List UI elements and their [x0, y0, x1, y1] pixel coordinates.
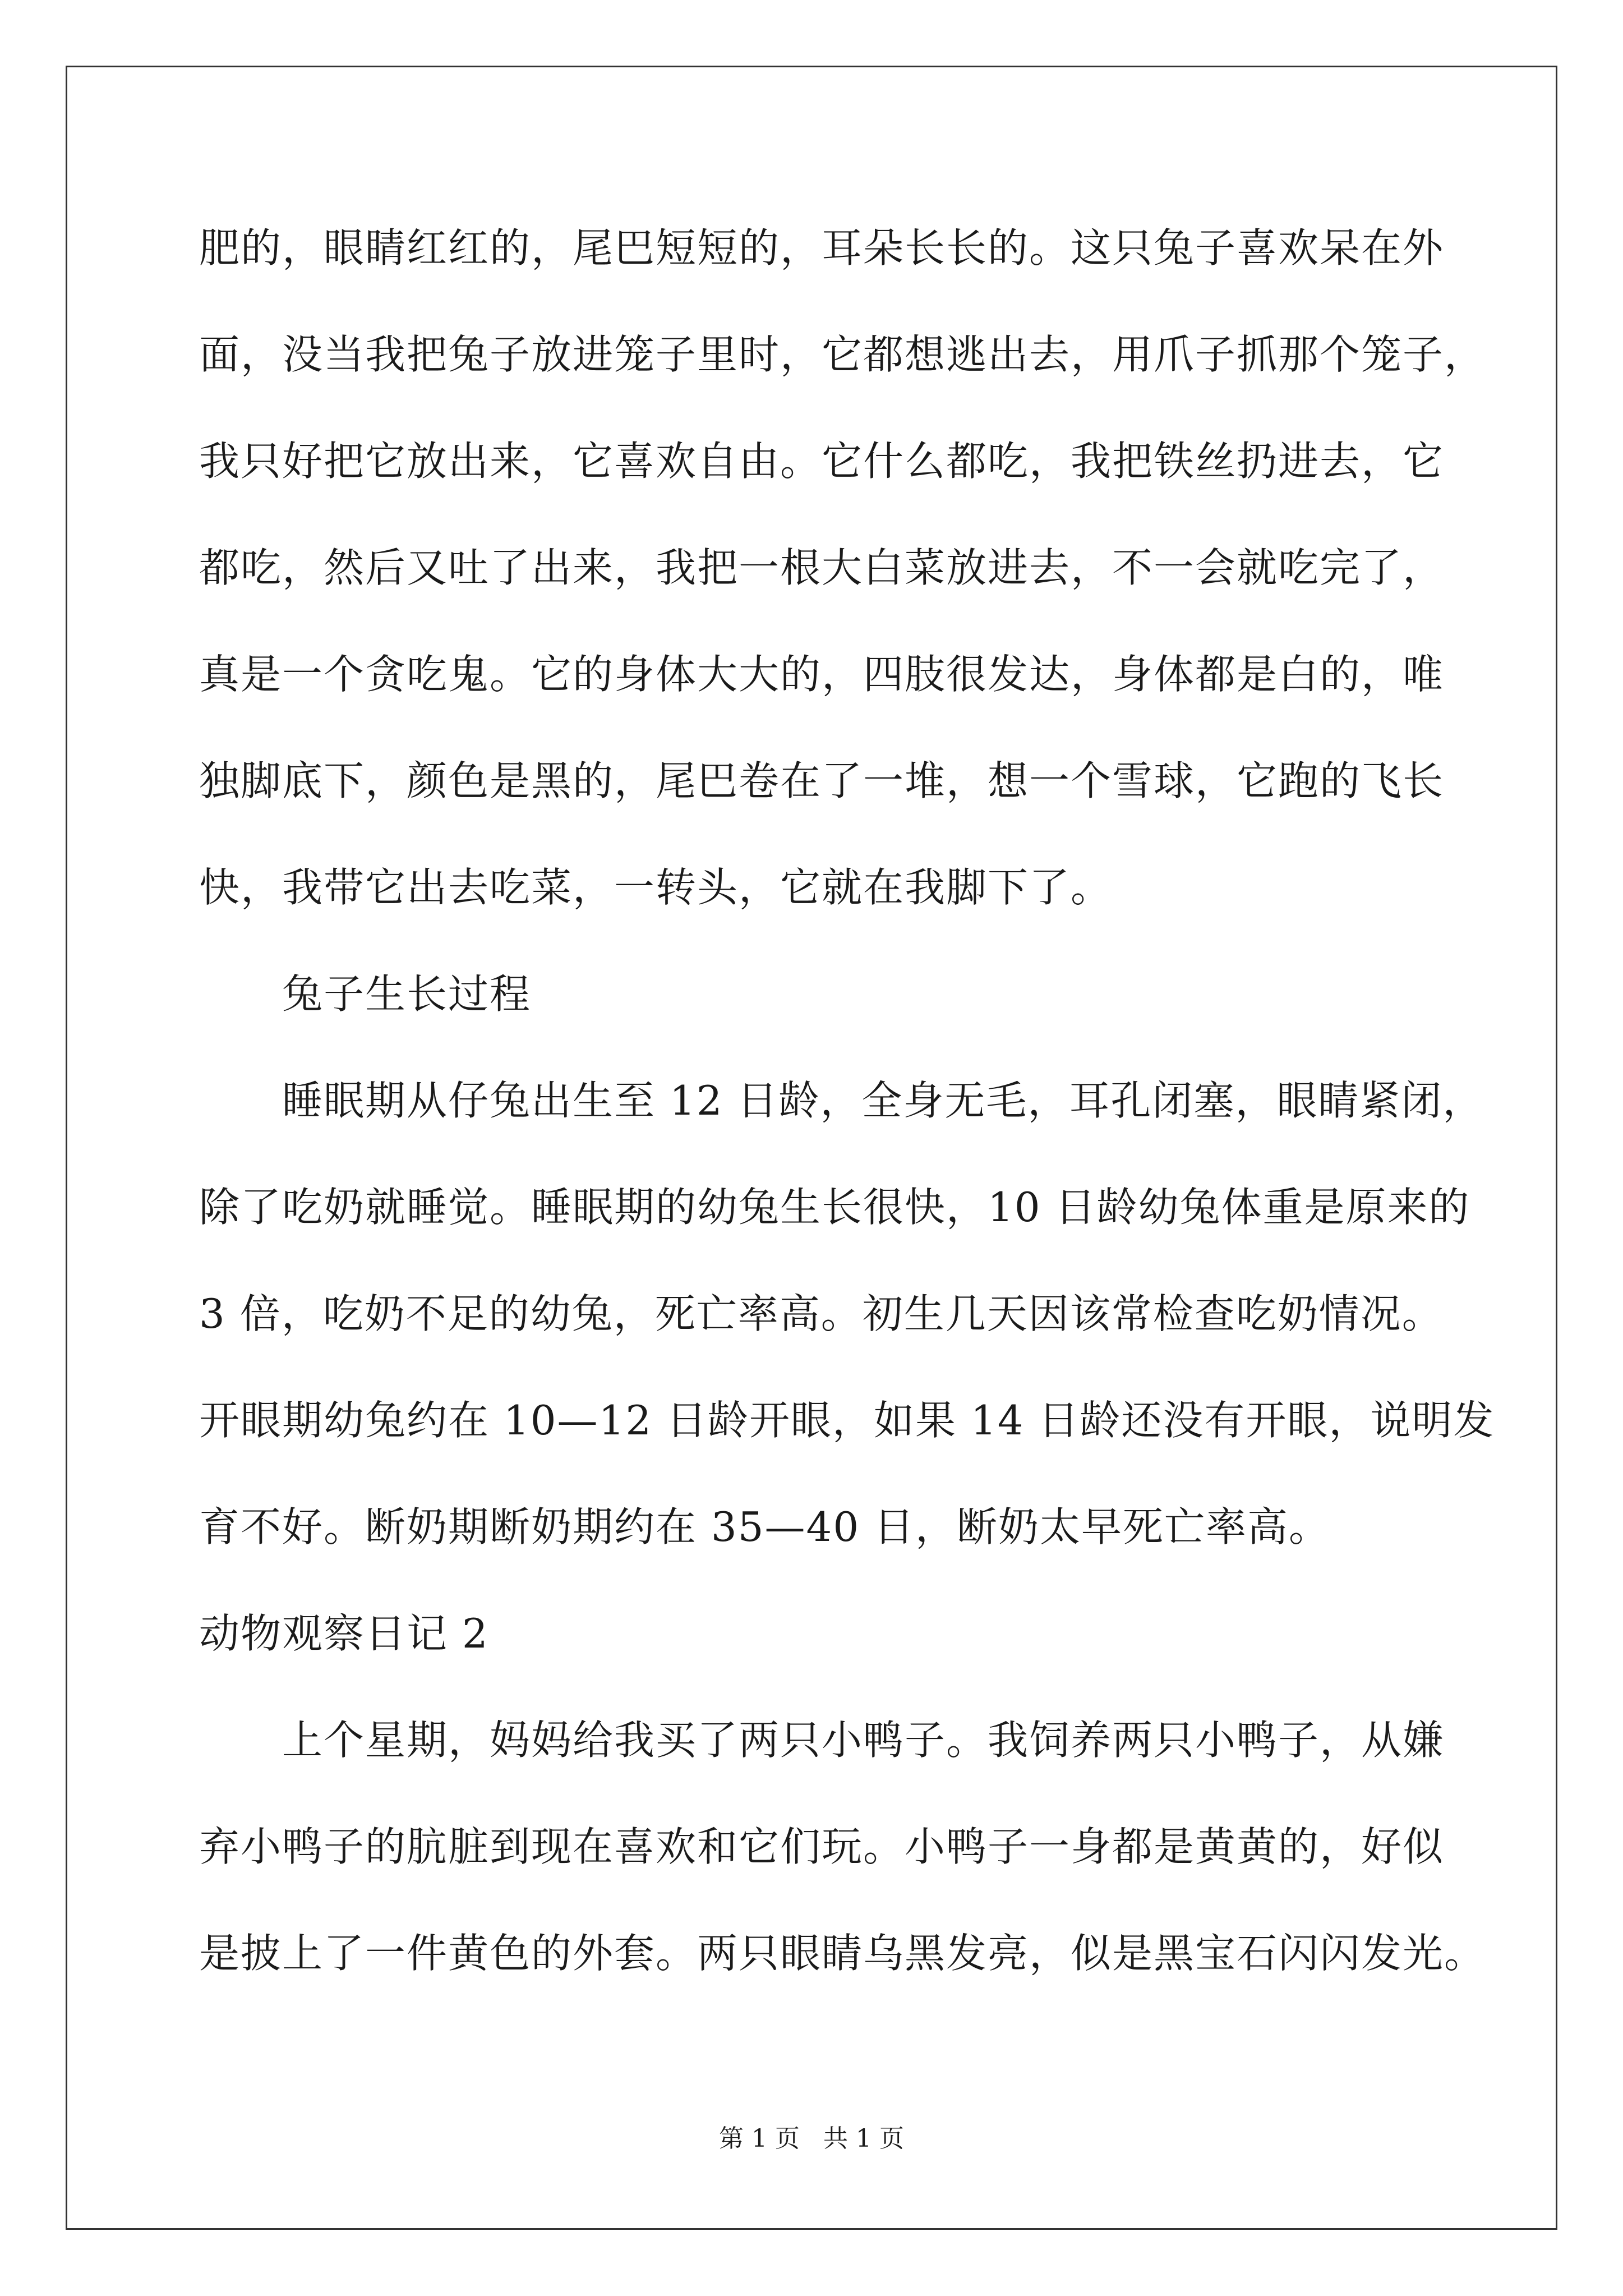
paragraph-line: 睡眠期从仔兔出生至 12 日龄，全身无毛，耳孔闭塞，眼睛紧闭， — [282, 1077, 1484, 1124]
paragraph-line: 弃小鸭子的肮脏到现在喜欢和它们玩。小鸭子一身都是黄黄的，好似 — [199, 1823, 1445, 1870]
paragraph-line: 除了吃奶就睡觉。睡眠期的幼兔生长很快，10 日龄幼兔体重是原来的 — [199, 1184, 1470, 1231]
paragraph-line: 我只好把它放出来，它喜欢自由。它什么都吃，我把铁丝扔进去，它 — [199, 438, 1445, 485]
paragraph-line: 快，我带它出去吃菜，一转头，它就在我脚下了。 — [199, 864, 1113, 911]
section-heading: 兔子生长过程 — [282, 970, 532, 1018]
paragraph-line: 开眼期幼兔约在 10—12 日龄开眼，如果 14 日龄还没有开眼，说明发 — [199, 1397, 1495, 1444]
paragraph-line: 独脚底下，颜色是黑的，尾巴卷在了一堆，想一个雪球，它跑的飞长 — [199, 757, 1445, 804]
paragraph-line: 面，没当我把兔子放进笼子里时，它都想逃出去，用爪子抓那个笼子， — [199, 331, 1486, 378]
paragraph-line: 上个星期，妈妈给我买了两只小鸭子。我饲养两只小鸭子，从嫌 — [282, 1717, 1445, 1764]
paragraph-line: 是披上了一件黄色的外套。两只眼睛乌黑发亮，似是黑宝石闪闪发光。 — [199, 1930, 1486, 1977]
paragraph-line: 都吃，然后又吐了出来，我把一根大白菜放进去，不一会就吃完了， — [199, 544, 1445, 591]
document-body — [199, 216, 1495, 2028]
paragraph-line: 肥的，眼睛红红的，尾巴短短的，耳朵长长的。这只兔子喜欢呆在外 — [199, 224, 1445, 272]
paragraph-line: 真是一个贪吃鬼。它的身体大大的，四肢很发达，身体都是白的，唯 — [199, 651, 1445, 698]
page-number-footer: 第 1 页 共 1 页 — [719, 2124, 904, 2153]
paragraph-line: 育不好。断奶期断奶期约在 35—40 日，断奶太早死亡率高。 — [199, 1503, 1331, 1550]
article-title: 动物观察日记 2 — [199, 1610, 489, 1657]
paragraph-line: 3 倍，吃奶不足的幼兔，死亡率高。初生几天因该常检查吃奶情况。 — [199, 1290, 1444, 1337]
